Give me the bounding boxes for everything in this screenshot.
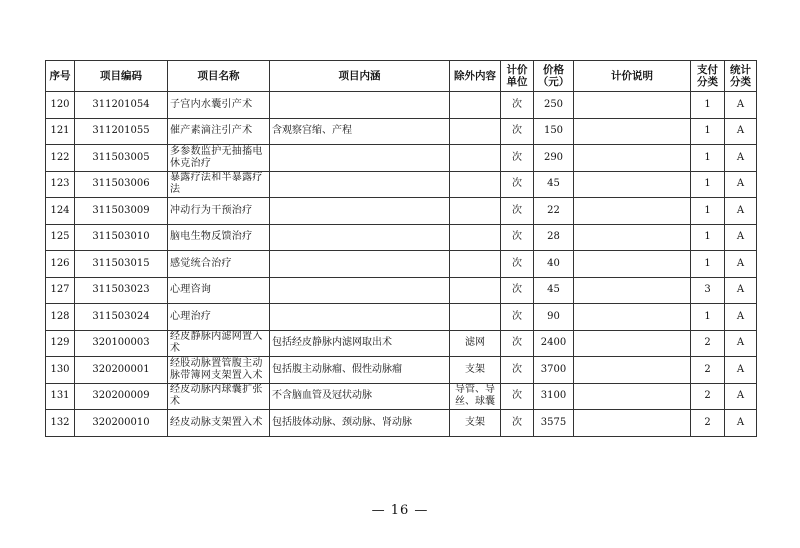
cell-note [574,383,691,410]
cell-stat: A [725,198,757,225]
cell-note [574,198,691,225]
cell-name: 经皮静脉内滤网置入术 [168,330,270,357]
table-row [46,145,757,172]
table-row [46,330,757,357]
cell-price: 2400 [534,330,574,357]
cell-exclusion [450,251,501,278]
cell-seq: 129 [46,330,75,357]
cell-price: 250 [534,92,574,119]
cell-pay: 1 [691,304,725,331]
cell-pay: 2 [691,410,725,437]
cell-exclusion [450,198,501,225]
cell-unit: 次 [501,357,534,384]
cell-seq: 130 [46,357,75,384]
cell-code: 320200001 [75,357,168,384]
cell-exclusion: 滤网 [450,330,501,357]
cell-content [270,92,450,119]
cell-seq: 124 [46,198,75,225]
cell-exclusion [450,92,501,119]
cell-note [574,118,691,145]
cell-stat: A [725,304,757,331]
header-note: 计价说明 [574,61,691,92]
cell-code: 320100003 [75,330,168,357]
header-pay: 支付分类 [691,61,725,92]
cell-stat: A [725,383,757,410]
cell-content: 不含脑血管及冠状动脉 [270,383,450,410]
cell-content: 包括肢体动脉、颈动脉、肾动脉 [270,410,450,437]
cell-content [270,198,450,225]
cell-code: 311201054 [75,92,168,119]
cell-code: 311503023 [75,277,168,304]
cell-pay: 1 [691,198,725,225]
table-row [46,171,757,198]
cell-name: 经皮动脉内球囊扩张术 [168,383,270,410]
header-code: 项目编码 [75,61,168,92]
cell-unit: 次 [501,304,534,331]
header-name: 项目名称 [168,61,270,92]
cell-stat: A [725,118,757,145]
cell-unit: 次 [501,330,534,357]
cell-code: 311201055 [75,118,168,145]
cell-code: 311503010 [75,224,168,251]
table-row [46,357,757,384]
cell-price: 150 [534,118,574,145]
cell-price: 28 [534,224,574,251]
table-row [46,277,757,304]
cell-price: 3700 [534,357,574,384]
cell-price: 3100 [534,383,574,410]
cell-code: 311503015 [75,251,168,278]
cell-price: 290 [534,145,574,172]
cell-seq: 125 [46,224,75,251]
cell-note [574,251,691,278]
cell-name: 冲动行为干预治疗 [168,198,270,225]
cell-content [270,277,450,304]
cell-content: 含观察宫缩、产程 [270,118,450,145]
cell-unit: 次 [501,224,534,251]
page-number: — 16 — [371,503,429,518]
cell-unit: 次 [501,277,534,304]
cell-pay: 1 [691,171,725,198]
cell-name: 催产素滴注引产术 [168,118,270,145]
cell-name: 多参数监护无抽搐电休克治疗 [168,145,270,172]
price-table [45,60,757,437]
cell-price: 45 [534,277,574,304]
table-row [46,251,757,278]
header-seq: 序号 [46,61,75,92]
cell-note [574,330,691,357]
cell-seq: 128 [46,304,75,331]
table-row [46,383,757,410]
cell-pay: 1 [691,92,725,119]
cell-note [574,410,691,437]
cell-stat: A [725,330,757,357]
cell-name: 子宫内水囊引产术 [168,92,270,119]
cell-code: 311503009 [75,198,168,225]
cell-unit: 次 [501,145,534,172]
cell-stat: A [725,410,757,437]
cell-content [270,224,450,251]
cell-code: 320200009 [75,383,168,410]
table-row [46,224,757,251]
cell-content [270,304,450,331]
cell-exclusion: 导管、导丝、球囊 [450,383,501,410]
table-row [46,92,757,119]
cell-unit: 次 [501,171,534,198]
cell-note [574,145,691,172]
cell-seq: 121 [46,118,75,145]
cell-price: 45 [534,171,574,198]
cell-unit: 次 [501,198,534,225]
header-exclusion: 除外内容 [450,61,501,92]
cell-note [574,171,691,198]
cell-code: 311503006 [75,171,168,198]
cell-note [574,92,691,119]
cell-code: 311503005 [75,145,168,172]
cell-unit: 次 [501,118,534,145]
cell-seq: 131 [46,383,75,410]
cell-unit: 次 [501,251,534,278]
cell-unit: 次 [501,92,534,119]
table-row [46,118,757,145]
cell-pay: 2 [691,330,725,357]
cell-pay: 2 [691,383,725,410]
cell-content [270,145,450,172]
cell-note [574,304,691,331]
table-row [46,198,757,225]
cell-price: 22 [534,198,574,225]
cell-stat: A [725,92,757,119]
cell-content: 包括腹主动脉瘤、假性动脉瘤 [270,357,450,384]
table-row [46,304,757,331]
table-header-row [46,61,757,92]
cell-pay: 1 [691,224,725,251]
cell-exclusion [450,118,501,145]
cell-name: 经股动脉置管腹主动脉带簿网支架置入术 [168,357,270,384]
header-price: 价格（元） [534,61,574,92]
cell-stat: A [725,145,757,172]
cell-stat: A [725,357,757,384]
cell-name: 心理治疗 [168,304,270,331]
cell-seq: 127 [46,277,75,304]
cell-stat: A [725,224,757,251]
cell-content [270,171,450,198]
cell-name: 脑电生物反馈治疗 [168,224,270,251]
cell-content [270,251,450,278]
cell-pay: 1 [691,145,725,172]
cell-pay: 2 [691,357,725,384]
cell-price: 40 [534,251,574,278]
cell-seq: 120 [46,92,75,119]
cell-content: 包括经皮静脉内滤网取出术 [270,330,450,357]
cell-pay: 1 [691,251,725,278]
cell-stat: A [725,171,757,198]
cell-name: 经皮动脉支架置入术 [168,410,270,437]
cell-stat: A [725,277,757,304]
cell-name: 感觉统合治疗 [168,251,270,278]
table-row [46,410,757,437]
cell-seq: 132 [46,410,75,437]
cell-seq: 122 [46,145,75,172]
cell-price: 3575 [534,410,574,437]
cell-exclusion: 支架 [450,357,501,384]
header-content: 项目内涵 [270,61,450,92]
cell-note [574,357,691,384]
cell-exclusion [450,304,501,331]
cell-note [574,224,691,251]
cell-pay: 3 [691,277,725,304]
cell-pay: 1 [691,118,725,145]
cell-name: 暴露疗法和半暴露疗法 [168,171,270,198]
cell-exclusion [450,224,501,251]
cell-note [574,277,691,304]
cell-name: 心理咨询 [168,277,270,304]
cell-exclusion [450,145,501,172]
cell-seq: 126 [46,251,75,278]
cell-exclusion [450,277,501,304]
header-stat: 统计分类 [725,61,757,92]
header-unit: 计价单位 [501,61,534,92]
cell-code: 320200010 [75,410,168,437]
cell-exclusion: 支架 [450,410,501,437]
cell-unit: 次 [501,383,534,410]
cell-code: 311503024 [75,304,168,331]
cell-unit: 次 [501,410,534,437]
cell-price: 90 [534,304,574,331]
cell-seq: 123 [46,171,75,198]
cell-stat: A [725,251,757,278]
cell-exclusion [450,171,501,198]
